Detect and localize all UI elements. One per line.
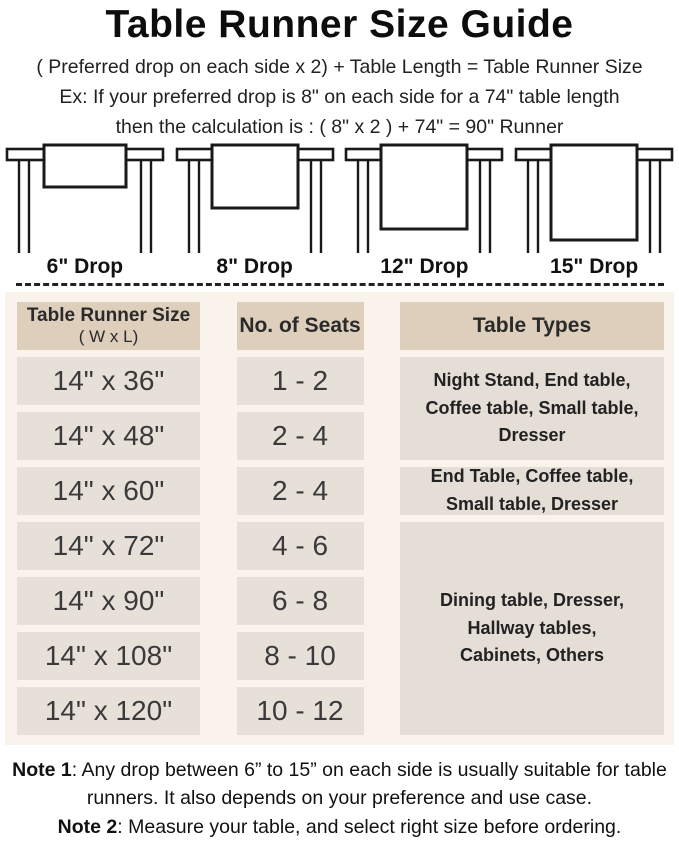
table-types-group-1-text: Night Stand, End table, Coffee table, Small table, Dresser bbox=[425, 369, 639, 446]
seats-cell-row5: 6 - 8 bbox=[237, 577, 364, 625]
drop-figure-6 bbox=[0, 143, 170, 279]
table-types-group-3 bbox=[400, 522, 664, 735]
footer-notes bbox=[0, 756, 679, 841]
drop-figure-15 bbox=[509, 143, 679, 279]
formula-text: ( Preferred drop on each side x 2) + Table Length = Table Runner Size bbox=[36, 56, 643, 78]
page-header bbox=[0, 0, 679, 139]
table-runner-drawing-15-icon bbox=[511, 143, 677, 253]
note-2 bbox=[9, 813, 671, 841]
size-cell-row6: 14" x 108" bbox=[17, 632, 200, 680]
header-no-of-seats bbox=[237, 302, 364, 350]
seats-cell-row4: 4 - 6 bbox=[237, 522, 364, 570]
header-no-of-seats-label: No. of Seats bbox=[239, 314, 361, 337]
note-2-label: Note 2 bbox=[57, 815, 118, 838]
header-runner-size-line1: Table Runner Size bbox=[26, 305, 191, 327]
size-cell-row1: 14" x 36" bbox=[17, 357, 200, 405]
note-1-text: : Any drop between 6” to 15” on each side is usually suitable for table runners. It also depends on your preference and use case. bbox=[71, 759, 667, 810]
table-runner-drawing-8-icon bbox=[172, 143, 338, 253]
size-guide-panel bbox=[5, 292, 674, 745]
note-1 bbox=[9, 756, 671, 813]
drop-label-12: 12" Drop bbox=[380, 255, 469, 278]
drop-label-15: 15" Drop bbox=[550, 255, 639, 278]
drop-label-8: 8" Drop bbox=[216, 255, 293, 278]
size-cell-row7: 14" x 120" bbox=[17, 687, 200, 735]
example-line-1: Ex: If your preferred drop is 8" on each side for a 74" table length bbox=[59, 86, 620, 108]
table-types-group-2-text: End Table, Coffee table, Small table, Dresser bbox=[430, 466, 634, 514]
table-types-group-1 bbox=[400, 357, 664, 460]
header-runner-size-line2: ( W x L) bbox=[78, 327, 139, 347]
header-table-types-label: Table Types bbox=[472, 314, 592, 337]
drop-label-6: 6" Drop bbox=[46, 255, 124, 278]
size-guide-table bbox=[17, 302, 664, 735]
size-cell-row2: 14" x 48" bbox=[17, 412, 200, 460]
table-runner-drawing-6-icon bbox=[2, 143, 168, 253]
note-2-text: : Measure your table, and select right size before ordering. bbox=[117, 815, 622, 838]
seats-cell-row1: 1 - 2 bbox=[237, 357, 364, 405]
seats-cell-row2: 2 - 4 bbox=[237, 412, 364, 460]
drop-figure-12 bbox=[340, 143, 510, 279]
seats-cell-row7: 10 - 12 bbox=[237, 687, 364, 735]
table-types-group-2 bbox=[400, 467, 664, 515]
seats-cell-row6: 8 - 10 bbox=[237, 632, 364, 680]
page-title: Table Runner Size Guide bbox=[105, 3, 574, 46]
example-line-2: then the calculation is : ( 8" x 2 ) + 74" = 90" Runner bbox=[115, 116, 564, 138]
header-table-types bbox=[400, 302, 664, 350]
size-cell-row3: 14" x 60" bbox=[17, 467, 200, 515]
seats-cell-row3: 2 - 4 bbox=[237, 467, 364, 515]
header-runner-size bbox=[17, 302, 200, 350]
note-1-label: Note 1 bbox=[12, 759, 72, 781]
dashed-divider bbox=[16, 283, 664, 286]
table-types-group-3-text: Dining table, Dresser, Hallway tables, Cabinets, Others bbox=[439, 589, 625, 666]
table-runner-drawing-12-icon bbox=[341, 143, 507, 253]
size-cell-row4: 14" x 72" bbox=[17, 522, 200, 570]
drop-figure-8 bbox=[170, 143, 340, 279]
drop-illustrations bbox=[0, 143, 679, 279]
size-cell-row5: 14" x 90" bbox=[17, 577, 200, 625]
